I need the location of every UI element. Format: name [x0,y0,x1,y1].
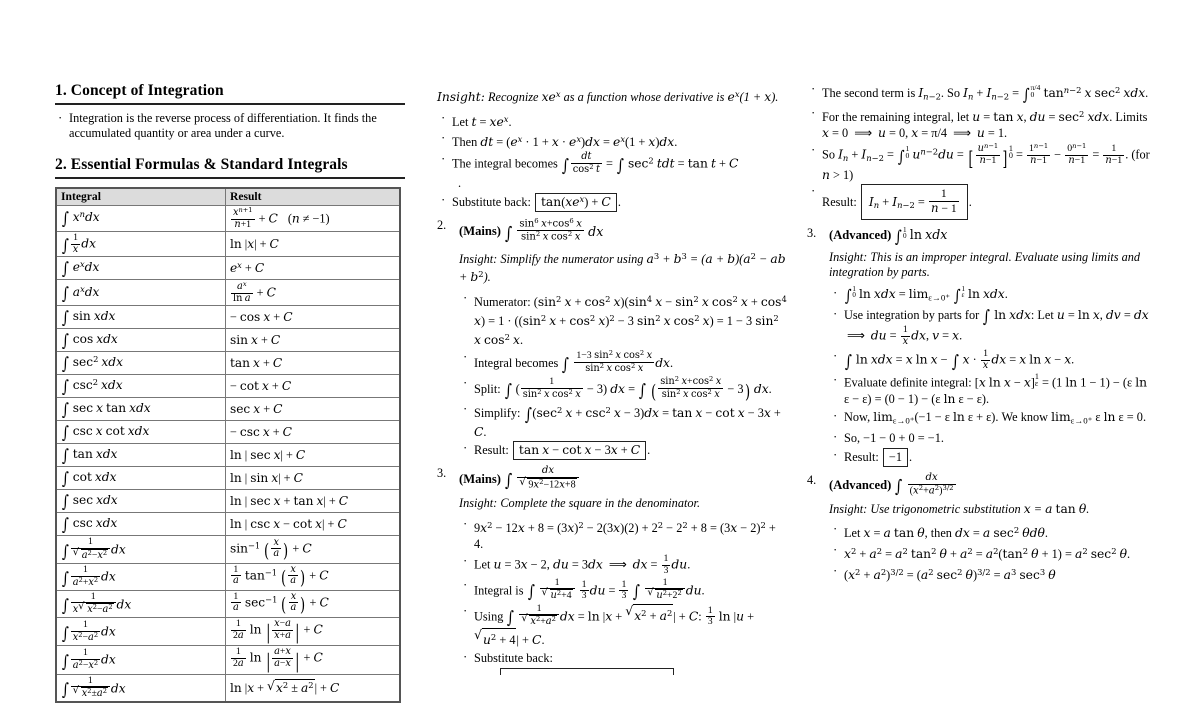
cell-integral: ∫ $\sec^2$ xdx [56,352,225,375]
cell-result: $\frac{1}{a}$ $\tan^{-1}$ ( $\frac{x}{a}$ ) + C [225,563,400,590]
table-row [56,467,400,490]
column-header-integral: Integral [56,188,225,206]
problem-label: (Mains) [459,472,501,487]
table-row [56,674,400,702]
insight-text-problem2: Insight: Simplify the numerator using $a^3 + b^3 = (a + b)(a^2$ − ab + $b^2$). [459,250,786,285]
table-row [56,421,400,444]
step-item: · So $I_n + I_{n-2}$ = ∫ 1 0 $u^{n-2}du$ = [ $\frac{u^{n-1}}{n-1}$ ] 1 0 = $\frac{1^{n-1}}{n-1}$ − $\frac{0^{n-1}}{n-1}$ = $\frac{1}{n-1}$ . (for n > 1) [807,143,1152,183]
table-header-row [56,188,400,206]
step-item: · So, −1 − 0 + 0 = −1. [829,430,1152,446]
table-row [56,563,400,590]
cell-result: ln | sec x + tan x| + C [225,490,400,513]
table-row [56,590,400,617]
step-item: · Integral becomes ∫ $\frac{1-3 \sin^2 x \cos^2 x}{\sin^2 x \cos^2 x}$ dx. [459,350,787,375]
cell-result: ln |x| + C [225,232,400,257]
insight-text-problem3-middle: Insight: Complete the square in the denominator. [459,496,701,511]
step-item: · Result: tan x − cot x − 3x + C . [459,441,787,460]
step-item: · Integral is ∫ 1 √ $u^2+4$ $\frac{1}{3}$ du = $\frac{1}{3}$ ∫ 1 √ $u^2+2^2$ du. [459,578,787,602]
standard-integrals-table [55,187,401,703]
cell-result: ln | sec x| + C [225,444,400,467]
section-heading-formulas: 2. Essential Formulas & Standard Integrals [55,156,405,179]
table-row [56,257,400,280]
step-item: · Split: ∫ ( $\frac{1}{\sin^2 x \cos^2 x}$ − 3) dx = ∫ ( $\frac{\sin^2 x+\cos^2 x}{\sin^2 x \cos^2 x}$ − 3) dx. [459,376,787,401]
concept-bullet-list [55,111,405,142]
table-row [56,444,400,467]
cell-result: − cot x + C [225,375,400,398]
cell-integral: ∫ tan xdx [56,444,225,467]
cell-integral: ∫ 1 √ $a^2-x^2$ dx [56,536,225,563]
cell-result: ln |x + √ $x^2 \pm a^2| + C$ [225,674,400,702]
step-item: · Result: −1 . [829,448,1152,467]
boxed-result-2: tan x − cot x − 3x + C [513,441,646,460]
table-row [56,617,400,645]
cell-integral: ∫ csc x cot xdx [56,421,225,444]
step-item: · Let $t = xe^x$. [437,111,787,130]
steps-list-problem3-right [829,286,1152,467]
insight-text-continued: Insight: Recognize $xe^x$ as a function whose derivative is $e^x(1 + x)$. [437,89,779,104]
step-item: · Let u = 3x − 2, du = 3dx ⟹ dx = $\frac{1}{3}$ du. [459,554,787,576]
step-item: · $9x^2 - 12x + 8 = (3x)^2 - 2(3x)(2) + 2^2 - 2^2 + 8 = (3x - 2)^2 + 4$. [459,517,787,552]
problems-list-right [807,225,1152,582]
steps-list-problem3-middle [459,517,787,675]
table-row [56,232,400,257]
step-item: · ∫ 1 0 ln xdx = $\lim_{\varepsilon\to 0^+}$ ∫ 1 ε ln xdx. [829,286,1152,306]
step-item: · Evaluate definite integral: [x ln x − x] 1 ε = (1 ln 1 − 1) − (ε ln ε − ε) = (0 − 1) − (ε ln ε − ε). [829,373,1152,407]
steps-list-continued-right [807,82,1152,220]
boxed-result-minus-one: −1 [883,448,908,467]
problem-heading: (Mains) ∫ $\frac{\sin^6 x+\cos^6 x}{\sin^2 x \cos^2 x}$ dx [459,217,604,244]
cell-integral: ∫ sec xdx [56,490,225,513]
step-item: · Then dt = $(e^x \cdot 1 + x \cdot e^x)dx = e^x(1 + x)dx$. [437,131,787,150]
cell-integral: ∫ $e^xdx$ [56,257,225,280]
problem-item-3-middle [437,466,787,675]
step-item: · ∫ ln xdx = x ln x − ∫ x · $\frac{1}{x}$ dx = x ln x − x. [829,349,1152,371]
table-row [56,646,400,674]
cell-integral: ∫ $\frac{1}{x}$ dx [56,232,225,257]
cell-result: $\sin^{-1}$ ( $\frac{x}{a}$ ) + C [225,536,400,563]
cell-result: tan x + C [225,352,400,375]
problem-item-2 [437,218,787,460]
cell-integral: ∫ sin xdx [56,306,225,329]
table-row [56,329,400,352]
step-item: · Now, $\lim_{\varepsilon\to 0^+}(-1 - \varepsilon$ ln ε + ε). We know $\lim_{\varepsilon\to 0^+} \varepsilon$ ln ε = 0. [829,409,1152,429]
cell-result: − csc x + C [225,421,400,444]
cell-integral: ∫ $\frac{1}{a^2+x^2}$ dx [56,563,225,590]
cell-result: $\frac{1}{a}$ $\sec^{-1}$ ( $\frac{x}{a}$ ) + C [225,590,400,617]
step-item: · Substitute back: $\tan(xe^x) + C$ . [437,193,787,212]
problem-label: (Advanced) [829,477,892,492]
insight-text-problem3-right: Insight: This is an improper integral. Evaluate using limits and integration by parts. [829,249,1141,280]
table-row [56,280,400,306]
column-header-result: Result [225,188,400,206]
cell-result: − cos x + C [225,306,400,329]
steps-list-continued [437,111,787,213]
insight-text-problem4: Insight: Use trigonometric substitution x = a tan θ. [829,501,1090,516]
cell-result: $\frac{x^{n+1}}{n+1}$ + C (n ≠ −1) [225,205,400,231]
cell-integral: ∫ $x^ndx$ [56,205,225,231]
cell-result: $\frac{1}{2a}$ ln | $\frac{a+x}{a-x}$ | + C [225,646,400,674]
problem-label: (Mains) [459,224,501,239]
table-row [56,398,400,421]
boxed-result-3-partial [500,668,674,675]
three-column-layout [0,82,1191,703]
steps-list-problem2 [459,291,787,461]
step-item: · Substitute back: [459,650,787,675]
column-right [807,82,1152,703]
list-item: · Integration is the reverse process of differentiation. It finds the accumulated quantity or area under a curve. [55,111,405,142]
cell-integral: ∫ cos xdx [56,329,225,352]
cell-result: sec x + C [225,398,400,421]
table-row [56,352,400,375]
problem-number: 4. [807,472,817,487]
cell-result: ln | csc x − cot x| + C [225,513,400,536]
problem-item-4 [807,471,1152,582]
cell-integral: ∫ 1 √ $x^2\pm a^2$ dx [56,674,225,702]
step-item: · Let x = a tan θ, then dx = a $\sec^2 \theta d\theta$. [829,522,1152,541]
problem-number: 3. [807,225,817,240]
step-item: · Numerator: ($\sin^2$ $x + \cos^2 x)(\sin^4$ $x - \sin^2 x$ $\cos^2 x + \cos^4 x) = 1 \cdot ((\sin^2$ $x + \cos^2 x)^2 - 3$ $\sin^2 x$ $\cos^2 x) = 1 - 3$ $\sin^2 x$ $\cos^2 x$. [459,291,787,349]
cell-integral: ∫ $\frac{1}{a^2-x^2}$ dx [56,646,225,674]
step-item: · Simplify: $\int(\sec^2$ $x + \csc^2 x - 3)dx = \tan x - \cot x - 3x + C$. [459,402,787,439]
table-row [56,205,400,231]
step-item: · Result: $I_n + I_{n-2}$ = $\frac{1}{n - 1}$ . [807,184,1152,219]
cell-result: $\frac{1}{2a}$ ln | $\frac{x-a}{x+a}$ | + C [225,617,400,645]
step-item: · For the remaining integral, let u = tan x, du = $\sec^2$ xdx. Limits x = 0 ⟹ u = 0, x = π/4 ⟹ u = 1. [807,106,1152,141]
cell-integral: ∫ sec x tan xdx [56,398,225,421]
cell-result: $\frac{a^x}{\text{ln a}}$ + C [225,280,400,306]
step-item: · $(x^2 + a^2)^{3/2} = (a^2$ $\sec^2 \theta)^{3/2} = a^3$ $\sec^3 \theta$ [829,564,1152,571]
boxed-result-recurrence: $I_n + I_{n-2}$ = $\frac{1}{n - 1}$ [861,184,968,219]
problem-heading: (Mains) ∫ dx √ $9x^2-12x+8$ [459,466,787,491]
step-item: · The second term is $I_{n-2}$. So $I_n + I_{n-2}$ = ∫ π/4 0 $\tan^{n-2} x$ $\sec^2$ xdx. [807,82,1152,105]
problems-list-middle [437,218,787,675]
cell-integral: ∫ $\frac{1}{x^2-a^2}$ dx [56,617,225,645]
problem-heading: (Advanced) ∫ 1 0 ln xdx [829,225,948,246]
cell-result: ln | sin x| + C [225,467,400,490]
column-left [55,82,405,703]
problem-number: 3. [437,466,447,481]
step-item: · Using ∫ 1 √ $x^2+a^2$ dx = ln |x + √ $x^2 + a^2| + C$: $\frac{1}{3}$ ln |u + √ $u^2 + 4| + C$. [459,604,787,649]
section-heading-concept: 1. Concept of Integration [55,82,405,105]
steps-list-problem4 [829,522,1152,582]
cell-integral: ∫ cot xdx [56,467,225,490]
problem-item-3-right [807,226,1152,467]
cell-integral: ∫ $a^xdx$ [56,280,225,306]
cell-result: $e^x + C$ [225,257,400,280]
problem-number: 2. [437,218,447,233]
step-item: · The integral becomes ∫ $\frac{dt}{\cos^2 t}$ = ∫ $\sec^2$ tdt = tan t + C . [437,152,787,192]
table-row [56,490,400,513]
table-row [56,375,400,398]
problem-heading: (Advanced) ∫ $\frac{dx}{(x^2+a^2)^{3/2}}$ [829,471,954,497]
cell-integral: ∫ $\csc^2$ xdx [56,375,225,398]
table-row [56,513,400,536]
step-item: · Use integration by parts for ∫ ln xdx: Let u = ln x, dv = dx ⟹ du = $\frac{1}{x}$ dx, v = x. [829,307,1152,348]
cell-integral: ∫ csc xdx [56,513,225,536]
table-row [56,306,400,329]
step-item: · $x^2 + a^2 = a^2$ $\tan^2 \theta + a^2 = a^2(\tan^2$ $\theta + 1) = a^2$ $\sec^2 \theta$. [829,543,1152,562]
problem-label: (Advanced) [829,227,892,242]
table-row [56,536,400,563]
cell-result: sin x + C [225,329,400,352]
boxed-result-1: $\tan(xe^x) + C$ [535,193,617,212]
column-middle [437,82,787,703]
cell-integral: ∫ $\frac{1}{x √ x^2-a^2}$ dx [56,590,225,617]
